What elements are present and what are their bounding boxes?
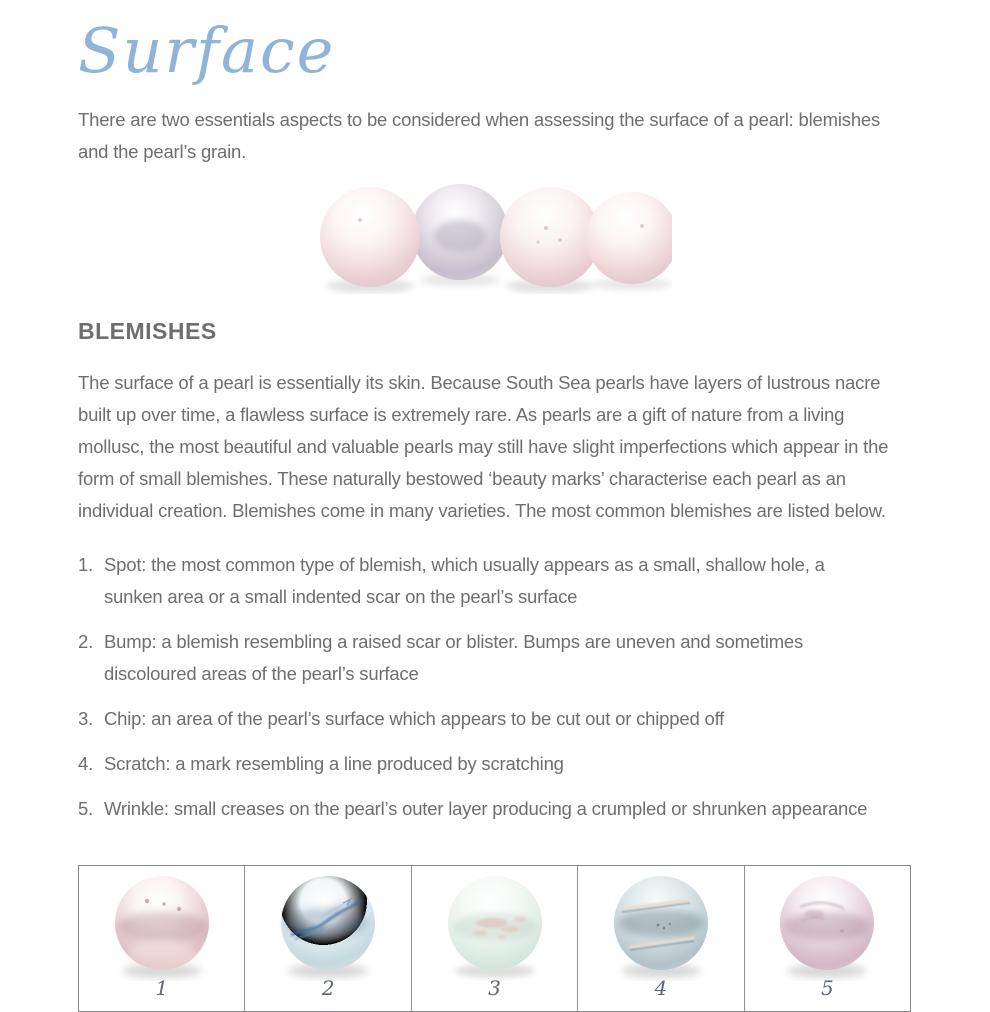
- pearl-chip-image: [439, 871, 551, 981]
- figure-number: 3: [488, 976, 501, 1000]
- list-item-spot: [78, 549, 914, 613]
- list-number: 1.: [78, 554, 94, 575]
- list-text: Bump: a blemish resembling a raised scar or blister. Bumps are uneven and sometimes discoloured areas of the pearl’s surface: [104, 631, 804, 684]
- list-text: Spot: the most common type of blemish, which usually appears as a small, shallow hole, a sunken area or a small indented scar on the pearl’s surface: [104, 554, 825, 607]
- list-number: 2.: [78, 631, 94, 652]
- figure-cell-bump: [245, 866, 411, 1011]
- pearls-row-image: [320, 180, 672, 294]
- list-item-chip: [78, 703, 914, 735]
- page-title: Surface: [78, 14, 336, 87]
- figure-cell-wrinkle: [745, 866, 910, 1011]
- intro-paragraph: There are two essentials aspects to be considered when assessing the surface of a pearl: blemishes and the pearl’s grain.: [78, 109, 881, 162]
- figure-cell-chip: [412, 866, 578, 1011]
- pearl-spot-image: [106, 871, 218, 981]
- figure-number: 5: [820, 976, 834, 1000]
- blemish-list: [78, 549, 914, 825]
- list-number: 4.: [78, 753, 94, 774]
- list-text: Scratch: a mark resembling a line produced by scratching: [104, 753, 564, 774]
- list-item-bump: [78, 626, 914, 690]
- blemish-examples-table: [78, 865, 911, 1012]
- figure-number: 2: [321, 976, 335, 1000]
- figure-number: 1: [155, 976, 169, 1000]
- figure-cell-spot: [79, 866, 245, 1011]
- list-item-scratch: [78, 748, 914, 780]
- blemishes-paragraph: The surface of a pearl is essentially its skin. Because South Sea pearls have layers of lustrous nacre built up over time, a flawless surface is extremely rare. As pearls are a gift of nature from a living mollusc, the most beautiful and valuable pearls may still have slight imperfections which appear in the form of small blemishes. These naturally bestowed ‘beauty marks’ characterise each pearl as an individual creation. Blemishes come in many varieties. The most common blemishes are listed below.: [78, 372, 889, 521]
- pearls-photo: [78, 180, 914, 296]
- list-item-wrinkle: [78, 793, 914, 825]
- figure-cell-scratch: [578, 866, 744, 1011]
- list-text: Chip: an area of the pearl’s surface which appears to be cut out or chipped off: [104, 708, 725, 729]
- figure-number: 4: [654, 976, 668, 1000]
- blemishes-heading: BLEMISHES: [78, 318, 217, 344]
- pearl-scratch-image: [605, 871, 717, 981]
- list-number: 3.: [78, 708, 94, 729]
- pearl-wrinkle-image: [771, 871, 883, 981]
- pearl-bump-image: [272, 871, 384, 981]
- list-text: Wrinkle: small creases on the pearl’s outer layer producing a crumpled or shrunken appearance: [104, 798, 868, 819]
- list-number: 5.: [78, 798, 94, 819]
